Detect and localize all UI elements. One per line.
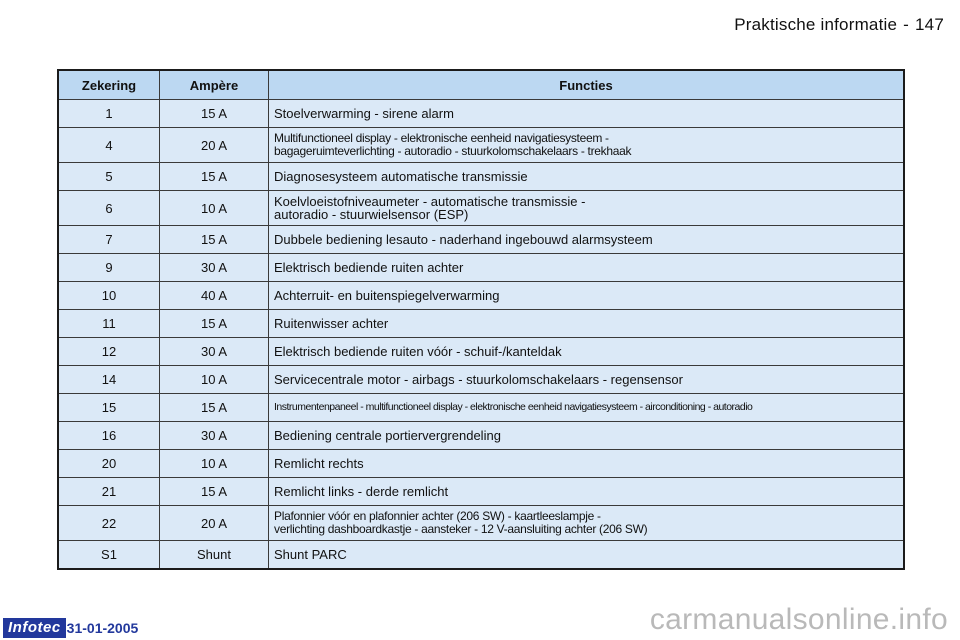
fuse-ampere: 10 A bbox=[160, 191, 269, 226]
column-header-functions: Functies bbox=[269, 70, 905, 100]
fuse-ampere: 10 A bbox=[160, 366, 269, 394]
function-line: Servicecentrale motor - airbags - stuurkolomschakelaars - regensensor bbox=[274, 372, 683, 387]
fuse-functions bbox=[269, 450, 905, 478]
function-line: Stoelverwarming - sirene alarm bbox=[274, 106, 454, 121]
table-row bbox=[58, 226, 904, 254]
fuse-ampere: 15 A bbox=[160, 394, 269, 422]
fuse-ampere: 15 A bbox=[160, 226, 269, 254]
fuse-ampere: 15 A bbox=[160, 163, 269, 191]
section-title: Praktische informatie bbox=[734, 15, 898, 34]
fuse-ampere: 30 A bbox=[160, 422, 269, 450]
header-separator: - bbox=[903, 15, 910, 34]
page-number: 147 bbox=[915, 15, 944, 34]
fuse-functions bbox=[269, 191, 905, 226]
fuse-number: 7 bbox=[58, 226, 160, 254]
fuse-functions bbox=[269, 310, 905, 338]
fuse-functions bbox=[269, 163, 905, 191]
fuse-number: 15 bbox=[58, 394, 160, 422]
table-row bbox=[58, 163, 904, 191]
function-line: Shunt PARC bbox=[274, 547, 347, 562]
fuse-number: 16 bbox=[58, 422, 160, 450]
table-row bbox=[58, 254, 904, 282]
function-line: Koelvloeistofniveaumeter - automatische transmissie - bbox=[274, 194, 586, 209]
fuse-ampere: 15 A bbox=[160, 100, 269, 128]
fuse-table-body bbox=[58, 100, 904, 570]
table-row bbox=[58, 338, 904, 366]
column-header-ampere: Ampère bbox=[160, 70, 269, 100]
table-row bbox=[58, 282, 904, 310]
fuse-functions bbox=[269, 282, 905, 310]
fuse-ampere: 30 A bbox=[160, 338, 269, 366]
fuse-functions bbox=[269, 478, 905, 506]
fuse-functions bbox=[269, 541, 905, 570]
fuse-number: 20 bbox=[58, 450, 160, 478]
fuse-functions bbox=[269, 366, 905, 394]
function-line: Dubbele bediening lesauto - naderhand ingebouwd alarmsysteem bbox=[274, 232, 653, 247]
fuse-functions bbox=[269, 254, 905, 282]
fuse-number: 10 bbox=[58, 282, 160, 310]
fuse-ampere: 10 A bbox=[160, 450, 269, 478]
fuse-functions bbox=[269, 128, 905, 163]
function-line: Diagnosesysteem automatische transmissie bbox=[274, 169, 528, 184]
fuse-ampere: 30 A bbox=[160, 254, 269, 282]
fuse-functions bbox=[269, 422, 905, 450]
table-row bbox=[58, 394, 904, 422]
fuse-ampere: 20 A bbox=[160, 128, 269, 163]
function-line: Plafonnier vóór en plafonnier achter (206 SW) - kaartleeslampje - bbox=[274, 509, 601, 523]
function-line: Elektrisch bediende ruiten achter bbox=[274, 260, 464, 275]
fuse-number: 22 bbox=[58, 506, 160, 541]
fuse-ampere: 20 A bbox=[160, 506, 269, 541]
fuse-number: 5 bbox=[58, 163, 160, 191]
fuse-functions bbox=[269, 226, 905, 254]
fuse-functions bbox=[269, 338, 905, 366]
fuse-number: 21 bbox=[58, 478, 160, 506]
column-header-fuse: Zekering bbox=[58, 70, 160, 100]
table-row bbox=[58, 506, 904, 541]
table-row bbox=[58, 422, 904, 450]
function-line: Remlicht links - derde remlicht bbox=[274, 484, 449, 499]
fuse-number: 6 bbox=[58, 191, 160, 226]
footer bbox=[3, 618, 138, 638]
function-line: Ruitenwisser achter bbox=[274, 316, 389, 331]
table-row bbox=[58, 310, 904, 338]
fuse-functions bbox=[269, 506, 905, 541]
watermark: carmanualsonline.info bbox=[649, 603, 948, 636]
function-line: Remlicht rechts bbox=[274, 456, 364, 471]
table-row bbox=[58, 478, 904, 506]
infotec-logo: Infotec bbox=[3, 618, 66, 638]
table-row bbox=[58, 541, 904, 570]
table-header-row bbox=[58, 70, 904, 100]
table-row bbox=[58, 128, 904, 163]
table-row bbox=[58, 100, 904, 128]
fuse-number: 9 bbox=[58, 254, 160, 282]
fuse-number: 1 bbox=[58, 100, 160, 128]
table-row bbox=[58, 366, 904, 394]
function-line: Achterruit- en buitenspiegelverwarming bbox=[274, 288, 500, 303]
fuse-functions bbox=[269, 394, 905, 422]
function-line: autoradio - stuurwielsensor (ESP) bbox=[274, 207, 469, 222]
function-line: Elektrisch bediende ruiten vóór - schuif-/kanteldak bbox=[274, 344, 562, 359]
fuse-number: 14 bbox=[58, 366, 160, 394]
function-line: verlichting dashboardkastje - aansteker - 12 V-aansluiting achter (206 SW) bbox=[274, 522, 648, 536]
fuse-functions bbox=[269, 100, 905, 128]
table-row bbox=[58, 191, 904, 226]
function-line: Instrumentenpaneel - multifunctioneel display - elektronische eenheid navigatiesysteem - airconditioning - autoradio bbox=[274, 401, 753, 413]
function-line: Multifunctioneel display - elektronische eenheid navigatiesysteem - bbox=[274, 131, 609, 145]
fuse-number: 11 bbox=[58, 310, 160, 338]
fuse-ampere: 15 A bbox=[160, 310, 269, 338]
table-row bbox=[58, 450, 904, 478]
footer-date: 31-01-2005 bbox=[66, 620, 139, 636]
fuse-ampere: Shunt bbox=[160, 541, 269, 570]
fuse-ampere: 40 A bbox=[160, 282, 269, 310]
function-line: Bediening centrale portiervergrendeling bbox=[274, 428, 501, 443]
fuse-table bbox=[57, 69, 905, 570]
fuse-number: 4 bbox=[58, 128, 160, 163]
fuse-number: S1 bbox=[58, 541, 160, 570]
function-line: bagageruimteverlichting - autoradio - stuurkolomschakelaars - trekhaak bbox=[274, 144, 632, 158]
fuse-ampere: 15 A bbox=[160, 478, 269, 506]
fuse-number: 12 bbox=[58, 338, 160, 366]
page-header bbox=[734, 15, 944, 35]
